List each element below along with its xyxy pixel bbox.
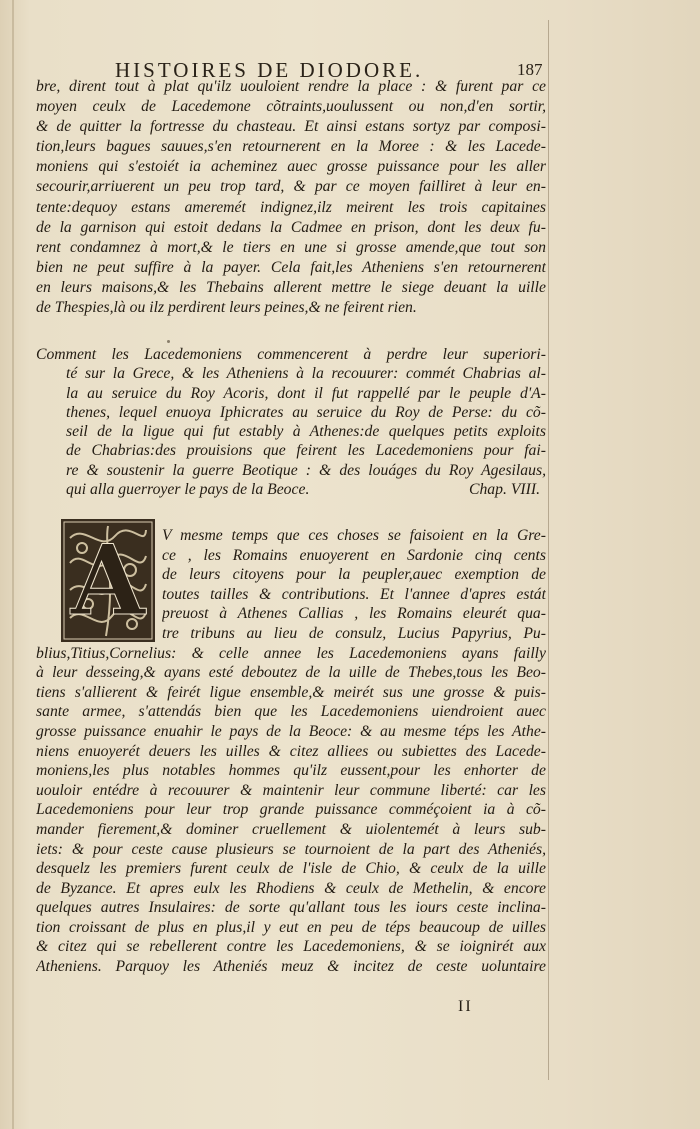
text-line: tiens s'allierent & feirét ligue ensemble,& meirét sus une grosse & puis- bbox=[36, 683, 546, 701]
summary-line: la au seruice du Roy Acoris, dont il fut rappellé par le peuple d'A- bbox=[66, 384, 546, 402]
text-line: en leurs maisons,& les Thebains allerent mettre le siege deuant la uille bbox=[36, 278, 546, 296]
text-line: Atheniens. Parquoy les Atheniés meuz & incitez de ceste uoluntaire bbox=[36, 958, 546, 976]
summary-line: Comment les Lacedemoniens commencerent à perdre leur superiori- bbox=[36, 346, 546, 363]
ink-speck bbox=[167, 340, 170, 343]
margin-rule bbox=[548, 20, 549, 1080]
text-line: bre, dirent tout à plat qu'ilz uouloient rendre la place : & furent par ce bbox=[36, 78, 546, 95]
text-line: grosse puissance enuahir le pays de la Beoce: & au mesme téps les Athe- bbox=[36, 722, 546, 740]
summary-line: té sur la Grece, & les Atheniens à la recouurer: commét Chabrias al- bbox=[66, 365, 546, 383]
text-line: iets: & pour ceste cause plusieurs se tournoient de la part des Atheniés, bbox=[36, 840, 546, 858]
text-line: & citez qui se rebellerent contre les Lacedemoniens, & se ioignirét aux bbox=[36, 938, 546, 956]
text-line: moyen ceulx de Lacedemone cõtraints,uoulussent ou non,d'en sortir, bbox=[36, 98, 546, 116]
text-line: & de quitter la fortresse du chasteau. Et ainsi estans sortyz par composi- bbox=[36, 118, 546, 136]
chapter-label: Chap. VIII. bbox=[468, 481, 540, 499]
text-line: tre tribuns au lieu de consulz, Lucius Papyrius, Pu- bbox=[162, 624, 546, 642]
text-line: rent condamnez à mort,& le tiers en une si grosse amende,que tout son bbox=[36, 238, 546, 256]
text-line: toutes tailles & contributions. Et l'annee d'apres estát bbox=[162, 585, 546, 603]
text-line: niens enuoyerét deuers les uilles & citez alliees ou subiettes des Lacede- bbox=[36, 742, 546, 760]
initial-letter: A bbox=[70, 524, 146, 637]
text-line: mander fierement,& dominer cruellement & uiolentemét à leurs sub- bbox=[36, 820, 546, 838]
paragraph-continued bbox=[36, 77, 546, 318]
text-line: blius,Titius,Cornelius: & celle annee les Lacedemoniens ayans failly bbox=[36, 644, 546, 662]
summary-line: re & soustenir la guerre Beotique : & des louáges du Roy Agesilaus, bbox=[66, 461, 546, 479]
text-line: à leur desseing,& ayans esté deboutez de la uille de Thebes,tous les Beo- bbox=[36, 664, 546, 682]
text-line: tion,leurs bagues sauues,s'en retournerent en la Moree : & les Lacede- bbox=[36, 138, 546, 156]
running-head: HISTOIRES DE DIODORE. bbox=[115, 58, 424, 82]
text-line: de la garnison qui estoit dedans la Cadmee en prison, dont les deux fu- bbox=[36, 218, 546, 236]
text-line: V mesme temps que ces choses se faisoient en la Gre- bbox=[162, 527, 546, 544]
summary-line: qui alla guerroyer le pays de la Beoce. bbox=[66, 481, 310, 499]
text-line: de leurs citoyens pour la peupler,auec exemption de bbox=[162, 566, 546, 584]
page-number: 187 bbox=[517, 60, 543, 79]
chapter-summary bbox=[36, 345, 546, 499]
text-line: tion croissant de plus en plus,il y eut en peu de téps beaucoup de uilles bbox=[36, 918, 546, 936]
text-line: secourir,arriuerent un peu trop tard, & par ce moyen failliret à leur en- bbox=[36, 178, 546, 196]
gutter-shadow bbox=[12, 0, 14, 1129]
summary-line-final bbox=[36, 480, 546, 499]
text-line: preuost à Athenes Callias , les Romains eleurét qua- bbox=[162, 605, 546, 623]
text-line: desquelz les premiers furent ceulx de l'isle de Chio, & ceulx de la uille bbox=[36, 860, 546, 878]
text-line: Lacedemoniens pour leur trop grande puissance comméçoient ia à cõ- bbox=[36, 801, 546, 819]
text-line: sante armee, s'attendás bien que les Lacedemoniens uiendroient auec bbox=[36, 703, 546, 721]
signature-mark: II bbox=[458, 998, 473, 1015]
text-line: quelques autres Insulaires: de sorte qu'allant tous les iours ceste inclina- bbox=[36, 899, 546, 917]
summary-line: thenes, lequel enuoya Iphicrates au seruice du Roy de Perse: du cõ- bbox=[66, 403, 546, 421]
text-line: bien ne peut suffire à la payer. Cela fait,les Atheniens s'en retournerent bbox=[36, 258, 546, 276]
text-line: ce , les Romains enuoyerent en Sardonie cinq cents bbox=[162, 546, 546, 564]
text-line: tente:dequoy estans ameremét indignez,ilz meirent les trois capitaines bbox=[36, 198, 546, 216]
text-line: moniens,les plus notables hommes qu'ilz eussent,pour les enhorter de bbox=[36, 762, 546, 780]
summary-line: de Chabrias:des prouisions que feirent les Lacedemoniens pour fai- bbox=[66, 442, 546, 460]
summary-line: seil de la ligue qui fut estably à Athenes:de quelques petits exploits bbox=[66, 423, 546, 441]
text-line: moniens qui s'estoiét ia acheminez auec grosse puissance pour les aller bbox=[36, 158, 546, 176]
text-line: de Thespies,là ou ilz perdirent leurs peines,& ne feirent rien. bbox=[36, 299, 417, 317]
text-line: de Byzance. Et apres eulx les Rhodiens & ceulx de Methelin, & encore bbox=[36, 879, 546, 897]
text-line: uouloir entédre à recouurer & maintenir leur commune liberté: car les bbox=[36, 781, 546, 799]
chapter-body bbox=[36, 526, 546, 977]
